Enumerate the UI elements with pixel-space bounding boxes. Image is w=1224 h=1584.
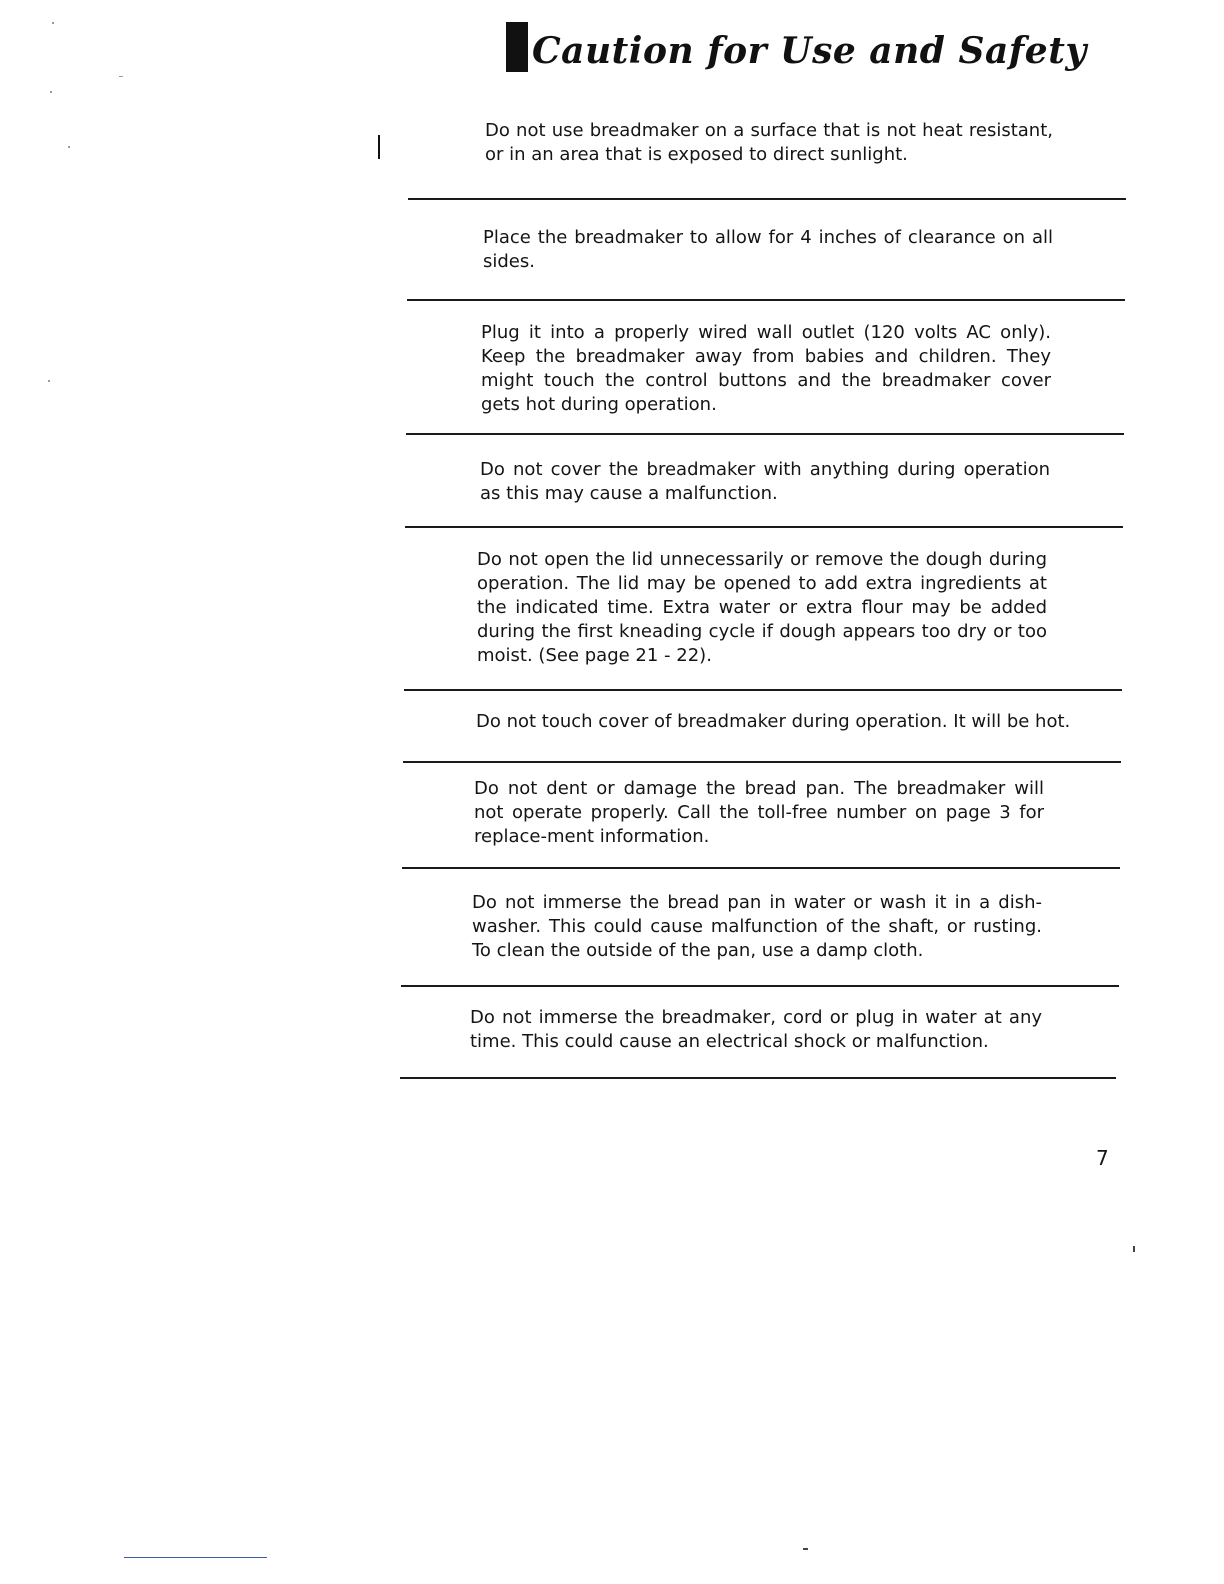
scan-speck — [803, 1548, 808, 1550]
caution-item-5: Do not open the lid unnecessarily or remove the dough during operation. The lid may be opened to add extra ingredients at the indicated time. Extra water or extra flour may be added during the first kneading cycle if dough appears too dry or too moist. (See page 21 - 22). — [477, 549, 1047, 666]
caution-item-7: Do not dent or damage the bread pan. The breadmaker will not operate properly. Call the toll-free number on page 3 for replace-ment information. — [474, 778, 1044, 847]
scan-speck — [52, 22, 54, 24]
caution-item-2: Place the breadmaker to allow for 4 inches of clearance on all sides. — [483, 227, 1053, 272]
scan-speck — [48, 380, 50, 382]
caution-item-8: Do not immerse the bread pan in water or wash it in a dish-washer. This could cause malfunction of the shaft, or rusting. To clean the outside of the pan, use a damp cloth. — [472, 892, 1042, 961]
section-divider — [402, 867, 1120, 869]
section-divider — [405, 526, 1123, 528]
section-divider — [407, 299, 1125, 301]
section-divider — [408, 198, 1126, 200]
caution-item-9: Do not immerse the breadmaker, cord or plug in water at any time. This could cause an electrical shock or malfunction. — [470, 1007, 1042, 1052]
section-divider — [403, 761, 1121, 763]
bottom-edge-line — [124, 1557, 267, 1558]
title-marker-bar — [506, 22, 528, 72]
section-divider — [400, 1077, 1116, 1079]
page-number: 7 — [1096, 1146, 1109, 1170]
scan-speck — [119, 76, 123, 77]
margin-mark — [378, 135, 380, 159]
scan-speck — [68, 146, 70, 148]
page-title: Caution for Use and Safety — [532, 30, 1087, 72]
section-divider — [401, 985, 1119, 987]
caution-item-4: Do not cover the breadmaker with anything during operation as this may cause a malfunction. — [480, 459, 1050, 504]
scan-speck — [1133, 1246, 1135, 1252]
section-divider — [404, 689, 1122, 691]
caution-item-6: Do not touch cover of breadmaker during operation. It will be hot. — [476, 711, 1071, 732]
caution-item-3: Plug it into a properly wired wall outlet (120 volts AC only). Keep the breadmaker away from babies and children. They might touch the control buttons and the breadmaker cover gets hot during operation. — [481, 322, 1051, 415]
caution-item-1: Do not use breadmaker on a surface that is not heat resistant, or in an area that is exposed to direct sunlight. — [485, 120, 1053, 165]
section-divider — [406, 433, 1124, 435]
scan-speck — [50, 91, 52, 93]
